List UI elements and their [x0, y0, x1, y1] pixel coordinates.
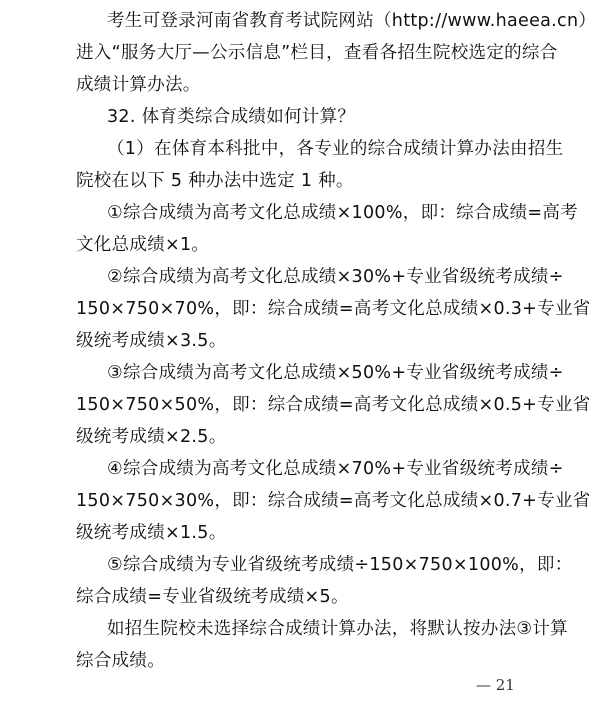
method-5-line-1: ⑤综合成绩为专业省级统考成绩÷150×750×100%，即： — [107, 555, 573, 575]
method-1-line-2: 文化总成绩×1。 — [76, 235, 210, 255]
method-5-line-2: 综合成绩=专业省级统考成绩×5。 — [76, 587, 349, 607]
paragraph-line-2: 进入“服务大厅—公示信息”栏目，查看各招生院校选定的综合 — [76, 43, 558, 63]
method-4-line-1: ④综合成绩为高考文化总成绩×70%+专业省级统考成绩÷ — [107, 459, 564, 479]
method-2-line-1: ②综合成绩为高考文化总成绩×30%+专业省级统考成绩÷ — [107, 267, 564, 287]
default-rule-line-1: 如招生院校未选择综合成绩计算办法，将默认按办法③计算 — [107, 619, 568, 639]
paragraph-line-6: 院校在以下 5 种办法中选定 1 种。 — [76, 171, 354, 191]
method-2-line-3: 级统考成绩×3.5。 — [76, 331, 227, 351]
method-4-line-2: 150×750×30%，即：综合成绩=高考文化总成绩×0.7+专业省 — [76, 491, 591, 511]
default-rule-line-2: 综合成绩。 — [76, 651, 165, 671]
paragraph-line-3: 成绩计算办法。 — [76, 75, 201, 95]
paragraph-line-1: 考生可登录河南省教育考试院网站（http://www.haeea.cn） — [107, 11, 597, 31]
method-3-line-3: 级统考成绩×2.5。 — [76, 427, 227, 447]
paragraph-line-5: （1）在体育本科批中，各专业的综合成绩计算办法由招生 — [107, 139, 564, 159]
method-3-line-2: 150×750×50%，即：综合成绩=高考文化总成绩×0.5+专业省 — [76, 395, 591, 415]
section-heading-32: 32. 体育类综合成绩如何计算？ — [107, 107, 356, 127]
method-2-line-2: 150×750×70%，即：综合成绩=高考文化总成绩×0.3+专业省 — [76, 299, 591, 319]
page-number: — 21 — [476, 676, 515, 694]
method-1-line-1: ①综合成绩为高考文化总成绩×100%，即：综合成绩=高考 — [107, 203, 578, 223]
method-3-line-1: ③综合成绩为高考文化总成绩×50%+专业省级统考成绩÷ — [107, 363, 564, 383]
method-4-line-3: 级统考成绩×1.5。 — [76, 523, 227, 543]
